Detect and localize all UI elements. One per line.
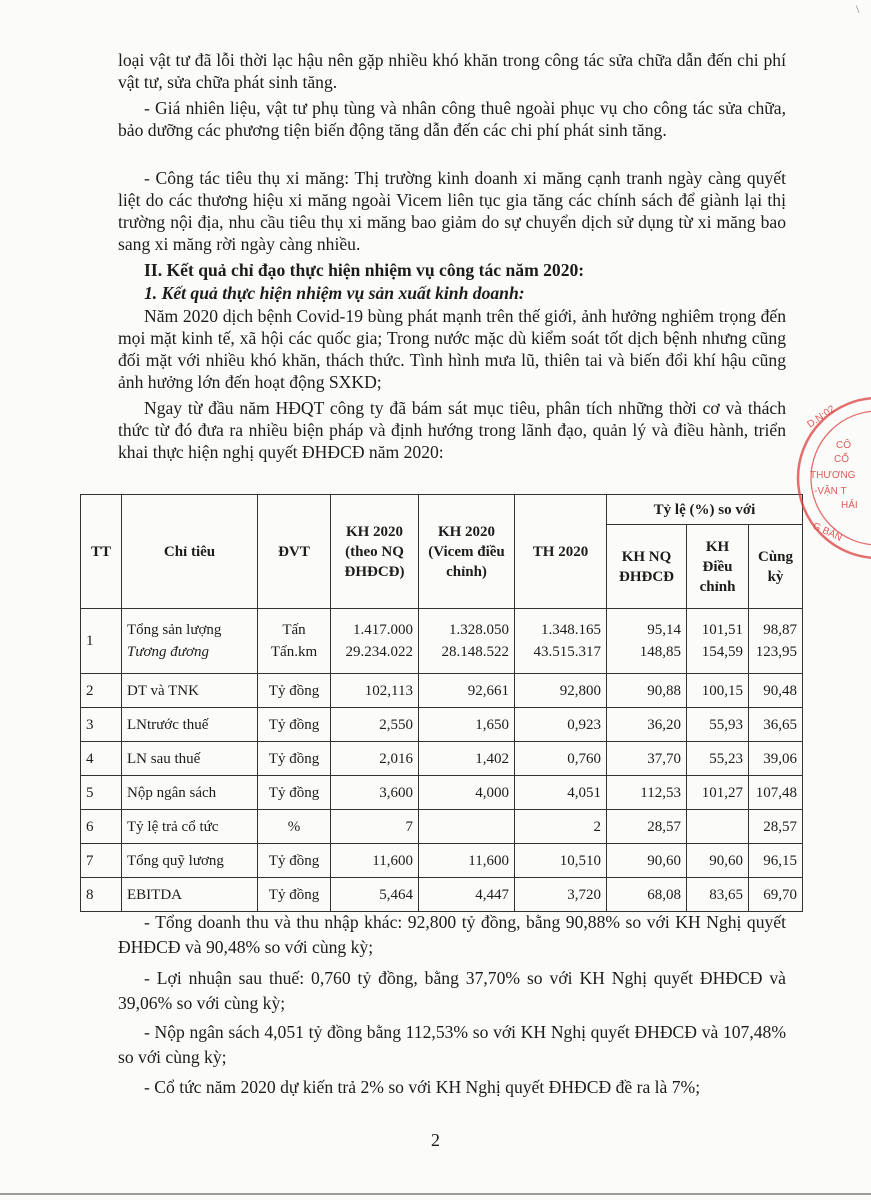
row-unit: Tỷ đồng <box>258 776 331 810</box>
row-th: 0,923 <box>515 708 607 742</box>
row-ratio-kh-dc <box>687 609 749 674</box>
row-name-primary: Tổng sản lượng <box>127 622 222 638</box>
seal-text-fragment: CÔ <box>836 440 851 451</box>
header-ratio-cung-ky: Cùng kỳ <box>749 525 803 609</box>
row-tt: 6 <box>81 810 122 844</box>
row-kh-nq-secondary: 29.234.022 <box>345 644 413 660</box>
row-unit <box>258 609 331 674</box>
header-kh-nq: KH 2020 (theo NQ ĐHĐCĐ) <box>331 495 419 609</box>
row-kh-vicem: 1,650 <box>419 708 515 742</box>
company-seal <box>796 388 871 563</box>
row-th <box>515 609 607 674</box>
row-tt: 4 <box>81 742 122 776</box>
row-ratio-kh-nq: 28,57 <box>607 810 687 844</box>
table-header-row <box>81 495 803 525</box>
row-th-secondary: 43.515.317 <box>533 644 601 660</box>
row-ratio-kh-nq-primary: 95,14 <box>647 622 681 638</box>
row-ratio-cung-ky: 36,65 <box>749 708 803 742</box>
row-ratio-kh-dc-secondary: 154,59 <box>701 644 743 660</box>
row-ratio-cung-ky: 96,15 <box>749 844 803 878</box>
row-ratio-kh-nq <box>607 609 687 674</box>
row-kh-vicem: 1,402 <box>419 742 515 776</box>
seal-text-fragment: G BẢN <box>810 520 844 544</box>
row-unit: % <box>258 810 331 844</box>
paragraph-profit-summary: - Lợi nhuận sau thuế: 0,760 tỷ đồng, bằng 37,70% so với KH Nghị quyết ĐHĐCĐ và 39,06% so với cùng kỳ; <box>118 968 786 1013</box>
row-unit-primary: Tấn <box>282 622 306 638</box>
paragraph-board-direction: Ngay từ đầu năm HĐQT công ty đã bám sát mục tiêu, phân tích những thời cơ và thách thức từ đó đưa ra nhiều biện pháp và định hướng trong lãnh đạo, quản lý và điều hành, triển khai thực hiện nghị quyết ĐHĐCĐ năm 2020: <box>118 398 786 462</box>
header-kh-vicem: KH 2020 (Vicem điều chỉnh) <box>419 495 515 609</box>
row-ratio-cung-ky <box>749 609 803 674</box>
row-ratio-kh-dc <box>687 810 749 844</box>
row-ratio-kh-dc: 100,15 <box>687 674 749 708</box>
header-dvt: ĐVT <box>258 495 331 609</box>
row-th: 10,510 <box>515 844 607 878</box>
row-tt: 8 <box>81 878 122 912</box>
row-kh-vicem <box>419 810 515 844</box>
row-kh-nq <box>331 609 419 674</box>
row-ratio-kh-nq: 90,60 <box>607 844 687 878</box>
row-ratio-cung-ky: 90,48 <box>749 674 803 708</box>
row-th: 4,051 <box>515 776 607 810</box>
row-tt: 1 <box>81 609 122 674</box>
row-ratio-kh-dc: 101,27 <box>687 776 749 810</box>
row-unit: Tỷ đồng <box>258 844 331 878</box>
row-kh-nq: 11,600 <box>331 844 419 878</box>
seal-text-fragment: -VẬN T <box>814 486 847 497</box>
row-tt: 7 <box>81 844 122 878</box>
row-name: Tỷ lệ trả cổ tức <box>122 810 258 844</box>
row-ratio-kh-nq: 36,20 <box>607 708 687 742</box>
row-tt: 2 <box>81 674 122 708</box>
row-name: Nộp ngân sách <box>122 776 258 810</box>
table-row <box>81 742 803 776</box>
paragraph-fuel-prices: - Giá nhiên liệu, vật tư phụ tùng và nhân công thuê ngoài phục vụ cho công tác sửa chữa, bảo dưỡng các phương tiện biến động tăng dẫn đến các chi phí phát sinh tăng. <box>118 98 786 140</box>
page-number: 2 <box>431 1130 440 1150</box>
row-kh-nq: 5,464 <box>331 878 419 912</box>
table-row <box>81 810 803 844</box>
row-ratio-cung-ky: 69,70 <box>749 878 803 912</box>
row-ratio-kh-nq-secondary: 148,85 <box>639 644 681 660</box>
section-heading-results: II. Kết quả chỉ đạo thực hiện nhiệm vụ công tác năm 2020: <box>144 260 585 280</box>
row-name: Tổng quỹ lương <box>122 844 258 878</box>
row-ratio-kh-nq: 112,53 <box>607 776 687 810</box>
row-kh-nq-primary: 1.417.000 <box>353 622 413 638</box>
row-unit-secondary: Tấn.km <box>270 644 318 660</box>
row-kh-nq: 2,550 <box>331 708 419 742</box>
row-ratio-kh-dc: 83,65 <box>687 878 749 912</box>
kpi-results-table <box>80 494 803 912</box>
row-ratio-cung-ky: 28,57 <box>749 810 803 844</box>
row-kh-vicem: 4,000 <box>419 776 515 810</box>
paragraph-repair-costs: loại vật tư đã lỗi thời lạc hậu nên gặp nhiều khó khăn trong công tác sửa chữa dẫn đến chi phí vật tư, sửa chữa phát sinh tăng. <box>118 50 786 92</box>
row-ratio-cung-ky-secondary: 123,95 <box>755 644 797 660</box>
seal-text-fragment: HẢI <box>841 500 858 511</box>
table-row <box>81 708 803 742</box>
table-row <box>81 674 803 708</box>
table-row <box>81 609 803 674</box>
table-row <box>81 844 803 878</box>
row-kh-vicem: 92,661 <box>419 674 515 708</box>
row-ratio-kh-dc: 55,93 <box>687 708 749 742</box>
header-ratio-kh-dieu-chinh: KH Điều chỉnh <box>687 525 749 609</box>
row-tt: 3 <box>81 708 122 742</box>
row-ratio-cung-ky: 107,48 <box>749 776 803 810</box>
paragraph-dividend-summary: - Cổ tức năm 2020 dự kiến trả 2% so với KH Nghị quyết ĐHĐCĐ đề ra là 7%; <box>144 1077 701 1097</box>
row-name: EBITDA <box>122 878 258 912</box>
row-th-primary: 1.348.165 <box>541 622 601 638</box>
row-ratio-kh-dc: 55,23 <box>687 742 749 776</box>
row-ratio-kh-nq: 68,08 <box>607 878 687 912</box>
kpi-rows <box>81 674 803 912</box>
row-ratio-cung-ky-primary: 98,87 <box>763 622 797 638</box>
row-kh-nq: 102,113 <box>331 674 419 708</box>
row-kh-nq: 2,016 <box>331 742 419 776</box>
row-name: LN sau thuế <box>122 742 258 776</box>
row-name <box>122 609 258 674</box>
row-ratio-cung-ky: 39,06 <box>749 742 803 776</box>
row-th: 2 <box>515 810 607 844</box>
header-chi-tieu: Chỉ tiêu <box>122 495 258 609</box>
row-kh-vicem-secondary: 28.148.522 <box>441 644 509 660</box>
row-kh-nq: 7 <box>331 810 419 844</box>
row-unit: Tỷ đồng <box>258 674 331 708</box>
row-kh-vicem: 4,447 <box>419 878 515 912</box>
seal-text-fragment: D.N:02 <box>805 403 838 431</box>
row-th: 3,720 <box>515 878 607 912</box>
paragraph-revenue-summary: - Tổng doanh thu và thu nhập khác: 92,800 tỷ đồng, bằng 90,88% so với KH Nghị quyết ĐHĐCĐ và 90,48% so với cùng kỳ; <box>118 912 786 957</box>
table-row <box>81 776 803 810</box>
row-kh-nq: 3,600 <box>331 776 419 810</box>
table-row <box>81 878 803 912</box>
row-unit: Tỷ đồng <box>258 742 331 776</box>
row-ratio-kh-dc: 90,60 <box>687 844 749 878</box>
row-kh-vicem: 11,600 <box>419 844 515 878</box>
paragraph-covid-context: Năm 2020 dịch bệnh Covid-19 bùng phát mạnh trên thế giới, ảnh hưởng nghiêm trọng đến mọi mặt kinh tế, xã hội các quốc gia; Trong nước mặc dù kiểm soát tốt dịch bệnh nhưng cũng đối mặt với nhiều khó khăn, thách thức. Tình hình mưa lũ, thiên tai và biến đổi khí hậu cũng ảnh hưởng lớn đến hoạt động SXKD; <box>118 306 786 392</box>
header-tt: TT <box>81 495 122 609</box>
header-th-2020: TH 2020 <box>515 495 607 609</box>
row-unit: Tỷ đồng <box>258 878 331 912</box>
row-name: LNtrước thuế <box>122 708 258 742</box>
header-ratio-kh-nq: KH NQ ĐHĐCĐ <box>607 525 687 609</box>
seal-text-fragment: CỔ <box>834 454 849 465</box>
header-ratio-group: Tỷ lệ (%) so với <box>607 495 803 525</box>
bottom-rule <box>0 1193 871 1195</box>
row-kh-vicem <box>419 609 515 674</box>
row-th: 0,760 <box>515 742 607 776</box>
row-name-secondary: Tương đương <box>127 644 209 660</box>
row-unit: Tỷ đồng <box>258 708 331 742</box>
company-seal-stamp <box>796 388 871 563</box>
paragraph-cement-sales: - Công tác tiêu thụ xi măng: Thị trường kinh doanh xi măng cạnh tranh ngày càng quyết liệt do các thương hiệu xi măng ngoài Vicem liên tục gia tăng các chính sách để giành lại thị trường nội địa, nhu cầu tiêu thụ xi măng bao giảm do sự chuyển dịch sử dụng từ xi măng bao sang xi măng rời ngày càng nhiều. <box>118 168 786 254</box>
corner-mark: \ <box>856 2 860 16</box>
seal-text-fragment: THƯƠNG <box>810 470 856 481</box>
row-th: 92,800 <box>515 674 607 708</box>
subsection-heading-production: 1. Kết quả thực hiện nhiệm vụ sản xuất kinh doanh: <box>144 283 525 303</box>
row-tt: 5 <box>81 776 122 810</box>
row-name: DT và TNK <box>122 674 258 708</box>
row-ratio-kh-dc-primary: 101,51 <box>701 622 743 638</box>
paragraph-budget-summary: - Nộp ngân sách 4,051 tỷ đồng bằng 112,53% so với KH Nghị quyết ĐHĐCĐ và 107,48% so với cùng kỳ; <box>118 1022 786 1067</box>
row-ratio-kh-nq: 90,88 <box>607 674 687 708</box>
row-kh-vicem-primary: 1.328.050 <box>449 622 509 638</box>
row-ratio-kh-nq: 37,70 <box>607 742 687 776</box>
